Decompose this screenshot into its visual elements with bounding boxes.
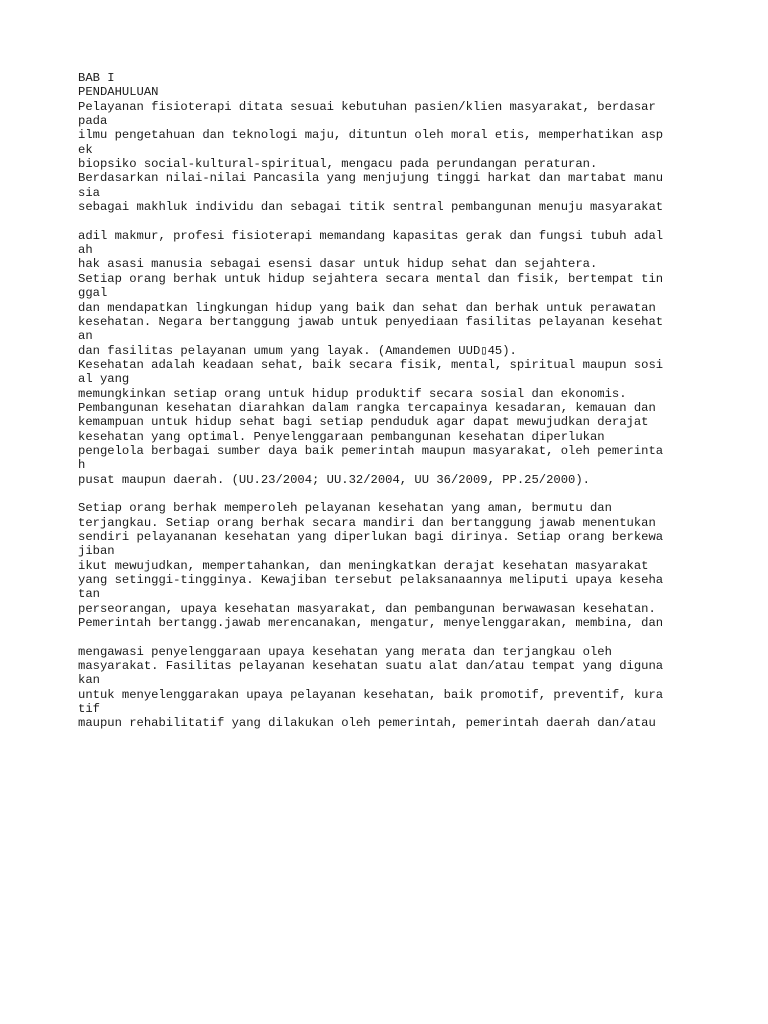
text-line: tan xyxy=(78,587,100,602)
text-line: kemampuan untuk hidup sehat bagi setiap penduduk agar dapat mewujudkan derajat xyxy=(78,415,649,430)
text-line: dan mendapatkan lingkungan hidup yang baik dan sehat dan berhak untuk perawatan xyxy=(78,300,656,315)
chapter-title: PENDAHULUAN xyxy=(78,85,159,100)
text-line: terjangkau. Setiap orang berhak secara mandiri dan bertanggung jawab menentukan xyxy=(78,515,656,530)
text-line xyxy=(78,214,758,228)
text-line: sebagai makhluk individu dan sebagai titik sentral pembangunan menuju masyarakat xyxy=(78,200,664,215)
text-line: Pelayanan fisioterapi ditata sesuai kebutuhan pasien/klien masyarakat, berdasar xyxy=(78,99,656,114)
text-line: kesehatan yang optimal. Penyelenggaraan pembangunan kesehatan diperlukan xyxy=(78,429,605,444)
text-line: yang setinggi-tingginya. Kewajiban tersebut pelaksanaannya meliputi upaya keseha xyxy=(78,573,664,588)
document-text xyxy=(78,71,758,731)
chapter-number: BAB I xyxy=(78,71,115,85)
text-line: Setiap orang berhak memperoleh pelayanan kesehatan yang aman, bermutu dan xyxy=(78,501,612,516)
text-line: hak asasi manusia sebagai esensi dasar untuk hidup sehat dan sejahtera. xyxy=(78,257,598,272)
text-line: adil makmur, profesi fisioterapi memandang kapasitas gerak dan fungsi tubuh adal xyxy=(78,228,664,243)
text-line: ikut mewujudkan, mempertahankan, dan meningkatkan derajat kesehatan masyarakat xyxy=(78,558,649,573)
text-line: mengawasi penyelenggaraan upaya kesehatan yang merata dan terjangkau oleh xyxy=(78,644,612,659)
text-line: ek xyxy=(78,142,93,157)
text-line: maupun rehabilitatif yang dilakukan oleh pemerintah, pemerintah daerah dan/atau xyxy=(78,716,656,731)
text-line: Pemerintah bertangg.jawab merencanakan, mengatur, menyelenggarakan, membina, dan xyxy=(78,616,664,631)
text-line: Kesehatan adalah keadaan sehat, baik secara fisik, mental, spiritual maupun sosi xyxy=(78,357,664,372)
text-line: ah xyxy=(78,243,93,258)
text-line: Setiap orang berhak untuk hidup sejahtera secara mental dan fisik, bertempat tin xyxy=(78,271,664,286)
text-line: biopsiko social-kultural-spiritual, mengacu pada perundangan peraturan. xyxy=(78,157,598,172)
text-line: an xyxy=(78,329,93,344)
text-line: ilmu pengetahuan dan teknologi maju, dituntun oleh moral etis, memperhatikan asp xyxy=(78,128,664,143)
text-line xyxy=(78,630,758,644)
text-line: perseorangan, upaya kesehatan masyarakat, dan pembangunan berwawasan kesehatan. xyxy=(78,601,656,616)
text-line: al yang xyxy=(78,372,130,387)
text-line xyxy=(78,487,758,501)
text-line: dan fasilitas pelayanan umum yang layak. (Amandemen UUD▯45). xyxy=(78,343,517,358)
text-line: sendiri pelayananan kesehatan yang diperlukan bagi dirinya. Setiap orang berkewa xyxy=(78,530,664,544)
text-line: kesehatan. Negara bertanggung jawab untuk penyediaan fasilitas pelayanan kesehat xyxy=(78,314,664,329)
text-line: Berdasarkan nilai-nilai Pancasila yang menjujung tinggi harkat dan martabat manu xyxy=(78,171,664,186)
text-line: untuk menyelenggarakan upaya pelayanan kesehatan, baik promotif, preventif, kura xyxy=(78,687,664,702)
text-line: h xyxy=(78,458,86,473)
text-line: memungkinkan setiap orang untuk hidup produktif secara sosial dan ekonomis. xyxy=(78,386,627,401)
text-line: tif xyxy=(78,702,100,717)
text-line: pada xyxy=(78,114,108,129)
text-line: Pembangunan kesehatan diarahkan dalam rangka tercapainya kesadaran, kemauan dan xyxy=(78,400,656,415)
text-line: pengelola berbagai sumber daya baik pemerintah maupun masyarakat, oleh pemerinta xyxy=(78,443,664,458)
text-line: ggal xyxy=(78,286,108,301)
text-line: sia xyxy=(78,185,100,200)
text-line: jiban xyxy=(78,544,115,559)
text-line: pusat maupun daerah. (UU.23/2004; UU.32/2004, UU 36/2009, PP.25/2000). xyxy=(78,472,590,487)
text-line: masyarakat. Fasilitas pelayanan kesehatan suatu alat dan/atau tempat yang diguna xyxy=(78,659,664,674)
text-line: kan xyxy=(78,673,100,688)
